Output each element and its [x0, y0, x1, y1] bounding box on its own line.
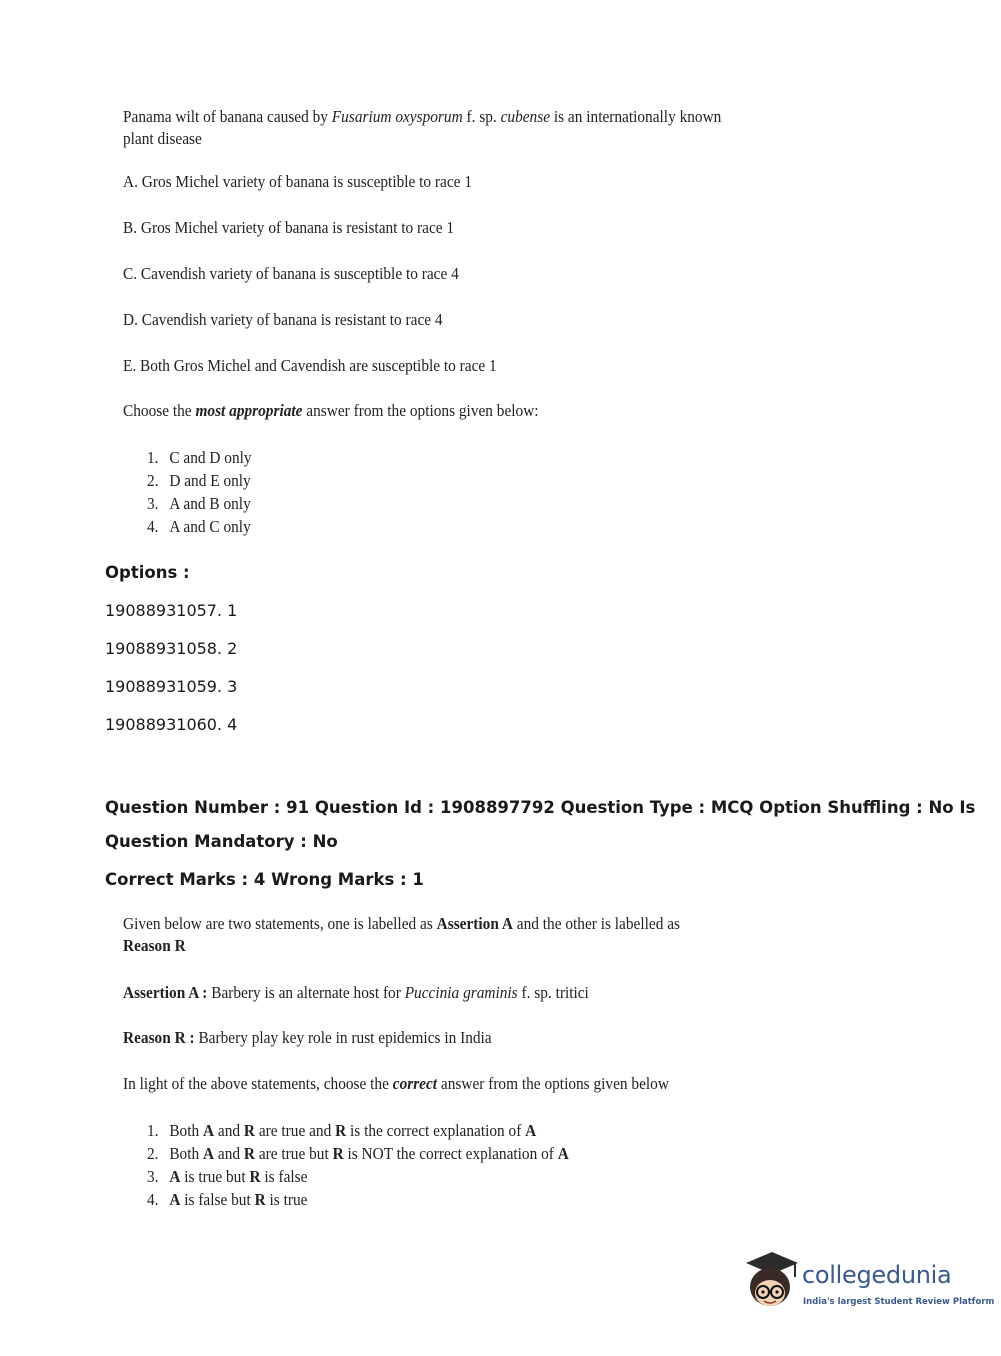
- logo-wordmark: collegedunia: [802, 1261, 952, 1289]
- choice-bold: A: [557, 1144, 569, 1163]
- intro-bold: Assertion A: [436, 914, 513, 933]
- stem-line-2: plant disease: [123, 129, 202, 148]
- choice-text: is false: [260, 1167, 308, 1186]
- choice-text: are true and: [255, 1121, 336, 1140]
- choice-number: 1.: [147, 448, 159, 467]
- choice-item: [147, 515, 251, 538]
- choice-text: and: [214, 1144, 244, 1163]
- choice-text: Both: [169, 1144, 204, 1163]
- choice-text: Both: [169, 1121, 204, 1140]
- choice-text: is the correct explanation of: [346, 1121, 526, 1140]
- option-id-row: 19088931057. 1: [105, 601, 238, 620]
- choice-item: [147, 1165, 307, 1188]
- reason-text: Barbery play key role in rust epidemics in India: [194, 1028, 492, 1047]
- choice-text: D and E only: [169, 471, 251, 490]
- statement-b: B. Gros Michel variety of banana is resistant to race 1: [123, 218, 455, 237]
- option-id-row: 19088931058. 2: [105, 639, 238, 658]
- stem-italic: Fusarium oxysporum: [331, 107, 463, 126]
- choice-item: [147, 446, 252, 469]
- choice-bold: A: [169, 1167, 181, 1186]
- choice-text: is true but: [180, 1167, 250, 1186]
- mascot-icon: [742, 1249, 802, 1319]
- question-1-stem: [123, 106, 721, 150]
- choice-item: [147, 1119, 536, 1142]
- intro-text: Given below are two statements, one is labelled as: [123, 914, 437, 933]
- choice-item: [147, 469, 251, 492]
- choice-text: is true: [265, 1190, 308, 1209]
- assertion-line: [123, 983, 589, 1003]
- choice-text: C and D only: [169, 448, 252, 467]
- choice-bold: A: [525, 1121, 537, 1140]
- choice-bold: A: [203, 1121, 215, 1140]
- collegedunia-logo[interactable]: [742, 1249, 995, 1319]
- choice-number: 2.: [147, 1144, 159, 1163]
- choice-number: 3.: [147, 494, 159, 513]
- stem-italic: cubense: [500, 107, 551, 126]
- choice-text: A and B only: [169, 494, 251, 513]
- question-2-instruction: [123, 1074, 669, 1094]
- choice-text: A and C only: [169, 517, 251, 536]
- option-id-row: 19088931060. 4: [105, 715, 238, 734]
- statement-e: E. Both Gros Michel and Cavendish are susceptible to race 1: [123, 356, 497, 375]
- choice-text: and: [214, 1121, 244, 1140]
- choice-number: 4.: [147, 1190, 159, 1209]
- assertion-text: f. sp. tritici: [517, 983, 589, 1002]
- question-meta-line: Question Number : 91 Question Id : 1908897792 Question Type : MCQ Option Shuffling : No Is: [105, 798, 976, 817]
- choice-number: 1.: [147, 1121, 159, 1140]
- assertion-label: Assertion A :: [123, 983, 208, 1002]
- choice-text: is false but: [180, 1190, 255, 1209]
- question-1-instruction: [123, 401, 539, 421]
- statement-d: D. Cavendish variety of banana is resistant to race 4: [123, 310, 443, 329]
- choice-text: is NOT the correct explanation of: [343, 1144, 558, 1163]
- choice-bold: A: [203, 1144, 215, 1163]
- statement-a: A. Gros Michel variety of banana is susceptible to race 1: [123, 172, 472, 191]
- choice-number: 3.: [147, 1167, 159, 1186]
- question-meta-line: Question Mandatory : No: [105, 832, 338, 851]
- stem-text: f. sp.: [462, 107, 501, 126]
- choice-item: [147, 492, 251, 515]
- instruction-text: Choose the: [123, 401, 196, 420]
- choice-bold: R: [249, 1167, 261, 1186]
- choice-item: [147, 1142, 569, 1165]
- assertion-text: Barbery is an alternate host for: [207, 983, 405, 1002]
- choice-number: 2.: [147, 471, 159, 490]
- choice-bold: R: [243, 1121, 256, 1140]
- option-id-row: 19088931059. 3: [105, 677, 238, 696]
- instruction-text: answer from the options given below:: [302, 401, 539, 420]
- reason-label: Reason R :: [123, 1028, 195, 1047]
- choice-bold: R: [335, 1121, 347, 1140]
- instruction-emphasis: correct: [392, 1074, 438, 1093]
- assertion-italic: Puccinia graminis: [404, 983, 518, 1002]
- choice-bold: R: [332, 1144, 344, 1163]
- choice-bold: R: [254, 1190, 266, 1209]
- question-2-intro: [123, 913, 680, 957]
- intro-bold: Reason R: [123, 936, 186, 955]
- options-heading: Options :: [105, 563, 190, 582]
- stem-text: Panama wilt of banana caused by: [123, 107, 332, 126]
- intro-text: and the other is labelled as: [512, 914, 680, 933]
- instruction-text: In light of the above statements, choose the: [123, 1074, 393, 1093]
- stem-text: is an internationally known: [550, 107, 722, 126]
- choice-bold: R: [243, 1144, 256, 1163]
- logo-tagline: India's largest Student Review Platform: [803, 1297, 995, 1307]
- choice-bold: A: [169, 1190, 181, 1209]
- instruction-text: answer from the options given below: [437, 1074, 669, 1093]
- choice-number: 4.: [147, 517, 159, 536]
- reason-line: [123, 1028, 492, 1048]
- choice-text: are true but: [255, 1144, 333, 1163]
- statement-c: C. Cavendish variety of banana is susceptible to race 4: [123, 264, 459, 283]
- marks-line: Correct Marks : 4 Wrong Marks : 1: [105, 870, 424, 889]
- choice-item: [147, 1188, 307, 1211]
- instruction-emphasis: most appropriate: [195, 401, 303, 420]
